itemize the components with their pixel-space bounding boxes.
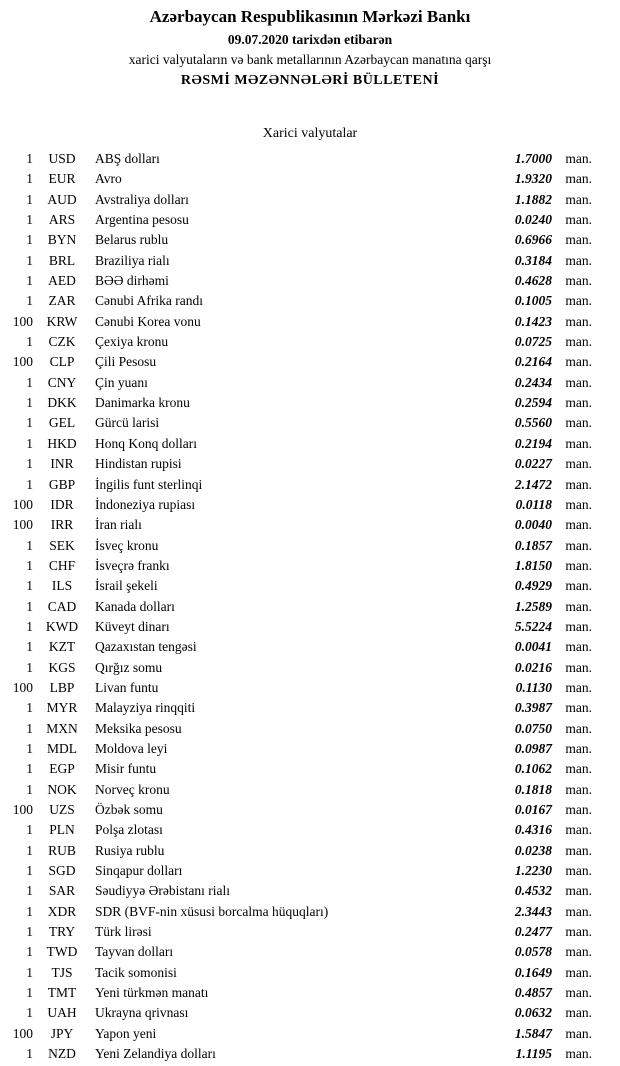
rate-name: Yeni türkmən manatı bbox=[95, 985, 209, 1001]
rate-unit: man. bbox=[565, 761, 592, 777]
rate-code: TWD bbox=[46, 944, 78, 960]
rate-qty: 1 bbox=[26, 395, 33, 411]
rate-qty: 1 bbox=[26, 435, 33, 451]
rate-unit: man. bbox=[565, 395, 592, 411]
rate-unit: man. bbox=[565, 273, 592, 289]
rate-code: EGP bbox=[49, 761, 75, 777]
rate-value: 0.4929 bbox=[514, 578, 552, 594]
rate-row bbox=[8, 782, 592, 802]
rate-value: 1.2589 bbox=[514, 598, 552, 614]
rate-unit: man. bbox=[565, 476, 592, 492]
rate-name: Özbək somu bbox=[95, 802, 163, 817]
rate-unit: man. bbox=[565, 842, 592, 858]
rate-qty: 1 bbox=[26, 252, 33, 268]
rate-qty: 100 bbox=[12, 517, 33, 533]
rate-name: Yeni Zelandiya dolları bbox=[95, 1046, 216, 1062]
rate-row bbox=[8, 883, 592, 903]
rate-name: Hindistan rupisi bbox=[95, 456, 182, 472]
rate-qty: 100 bbox=[12, 802, 33, 817]
rate-value: 1.5847 bbox=[514, 1025, 552, 1041]
rate-row bbox=[8, 761, 592, 781]
rate-row bbox=[8, 924, 592, 944]
rate-unit: man. bbox=[565, 435, 592, 451]
rate-value: 0.0216 bbox=[514, 659, 552, 675]
rate-name: Rusiya rublu bbox=[95, 842, 165, 858]
rate-value: 0.0227 bbox=[514, 456, 552, 472]
rate-unit: man. bbox=[565, 232, 592, 248]
rate-value: 0.0725 bbox=[514, 334, 552, 350]
rate-value: 0.4316 bbox=[514, 822, 552, 838]
bank-title: Azərbaycan Respublikasının Mərkəzi Bankı bbox=[149, 7, 471, 26]
rate-code: EUR bbox=[48, 171, 76, 187]
rate-code: KZT bbox=[48, 639, 76, 655]
rate-code: XDR bbox=[47, 903, 77, 919]
rate-row bbox=[8, 192, 592, 212]
rate-value: 0.0632 bbox=[514, 1005, 552, 1021]
rate-name: Braziliya rialı bbox=[95, 252, 170, 268]
rate-row bbox=[8, 660, 592, 680]
rate-qty: 1 bbox=[26, 537, 33, 553]
rate-unit: man. bbox=[565, 1046, 592, 1062]
rate-unit: man. bbox=[565, 720, 592, 736]
rate-row bbox=[8, 456, 592, 476]
rate-qty: 1 bbox=[26, 1005, 33, 1021]
rate-value: 0.2594 bbox=[514, 395, 552, 411]
rate-code: MXN bbox=[46, 720, 78, 736]
rate-name: Çin yuanı bbox=[95, 374, 148, 390]
rate-value: 5.5224 bbox=[514, 618, 552, 634]
rate-value: 0.0040 bbox=[514, 517, 552, 533]
rate-qty: 100 bbox=[12, 354, 33, 370]
rate-row bbox=[8, 1026, 592, 1046]
rate-row bbox=[8, 1046, 592, 1066]
rate-name: İran rialı bbox=[95, 517, 142, 533]
rate-name: İsveçrə frankı bbox=[95, 557, 170, 573]
rate-row bbox=[8, 538, 592, 558]
rate-name: Cənubi Afrika randı bbox=[95, 293, 203, 309]
rate-name: Avstraliya dolları bbox=[95, 191, 189, 207]
rate-unit: man. bbox=[565, 334, 592, 350]
rate-qty: 1 bbox=[26, 903, 33, 919]
rate-name: Argentina pesosu bbox=[95, 212, 189, 228]
rate-value: 0.1857 bbox=[514, 537, 552, 553]
rate-code: CHF bbox=[48, 557, 76, 573]
rate-value: 0.0987 bbox=[514, 740, 552, 756]
rate-unit: man. bbox=[565, 883, 592, 899]
rate-code: ZAR bbox=[48, 293, 76, 309]
rate-code: AUD bbox=[47, 191, 77, 207]
rate-value: 0.1130 bbox=[515, 679, 552, 695]
rate-row bbox=[8, 863, 592, 883]
rate-row bbox=[8, 619, 592, 639]
rate-row bbox=[8, 822, 592, 842]
rate-qty: 1 bbox=[26, 761, 33, 777]
rate-code: RUB bbox=[48, 842, 76, 858]
rate-row bbox=[8, 802, 592, 822]
rate-code: SGD bbox=[48, 863, 76, 879]
rate-name: Malayziya rinqqiti bbox=[95, 700, 196, 716]
rate-row bbox=[8, 944, 592, 964]
rate-unit: man. bbox=[565, 537, 592, 553]
bulletin-title: RƏSMİ MƏZƏNNƏLƏRİ BÜLLETENİ bbox=[180, 73, 440, 88]
rate-unit: man. bbox=[565, 212, 592, 228]
rate-unit: man. bbox=[565, 679, 592, 695]
rate-value: 0.2434 bbox=[514, 374, 552, 390]
rate-qty: 1 bbox=[26, 273, 33, 289]
rate-unit: man. bbox=[565, 1025, 592, 1041]
rate-value: 0.2194 bbox=[514, 435, 552, 451]
rate-row bbox=[8, 965, 592, 985]
rate-qty: 1 bbox=[26, 293, 33, 309]
rate-value: 0.1423 bbox=[514, 313, 552, 329]
rate-qty: 1 bbox=[26, 924, 33, 940]
rate-unit: man. bbox=[565, 639, 592, 655]
rate-unit: man. bbox=[565, 252, 592, 268]
rate-code: NOK bbox=[47, 781, 77, 797]
rate-value: 1.8150 bbox=[514, 557, 552, 573]
rate-code: JPY bbox=[50, 1025, 74, 1041]
rate-value: 2.1472 bbox=[514, 476, 552, 492]
rate-name: Moldova leyi bbox=[95, 740, 168, 756]
rate-qty: 1 bbox=[26, 700, 33, 716]
rate-code: ILS bbox=[51, 578, 73, 594]
rate-code: CZK bbox=[48, 334, 76, 350]
rate-value: 0.4857 bbox=[514, 985, 552, 1001]
rate-value: 1.2230 bbox=[514, 863, 552, 879]
rate-qty: 1 bbox=[26, 781, 33, 797]
rate-row bbox=[8, 232, 592, 252]
rate-value: 0.0750 bbox=[514, 720, 552, 736]
rate-row bbox=[8, 477, 592, 497]
rate-unit: man. bbox=[565, 618, 592, 634]
rate-row bbox=[8, 721, 592, 741]
rate-unit: man. bbox=[565, 659, 592, 675]
rate-code: BRL bbox=[48, 252, 76, 268]
rate-qty: 1 bbox=[26, 476, 33, 492]
rate-value: 1.7000 bbox=[514, 151, 552, 166]
rate-value: 0.4532 bbox=[514, 883, 552, 899]
rate-row bbox=[8, 354, 592, 374]
rate-name: Qırğız somu bbox=[95, 659, 163, 675]
rate-unit: man. bbox=[565, 415, 592, 431]
rate-unit: man. bbox=[565, 822, 592, 838]
rate-name: Küveyt dinarı bbox=[95, 618, 170, 634]
rate-name: Tacik somonisi bbox=[95, 964, 177, 980]
rate-row bbox=[8, 985, 592, 1005]
rate-qty: 1 bbox=[26, 842, 33, 858]
rate-row bbox=[8, 212, 592, 232]
rate-value: 0.0167 bbox=[514, 802, 552, 817]
rate-row bbox=[8, 578, 592, 598]
rate-value: 0.0240 bbox=[514, 212, 552, 228]
rate-row bbox=[8, 253, 592, 273]
rate-code: GEL bbox=[48, 415, 76, 431]
rate-row bbox=[8, 273, 592, 293]
rate-row bbox=[8, 1005, 592, 1025]
rate-value: 0.1649 bbox=[514, 964, 552, 980]
rate-code: MDL bbox=[47, 740, 77, 756]
rate-value: 0.6966 bbox=[514, 232, 552, 248]
rate-code: IDR bbox=[50, 496, 74, 512]
rate-value: 0.0118 bbox=[515, 496, 552, 512]
rate-name: Ukrayna qrivnası bbox=[95, 1005, 189, 1021]
rate-qty: 1 bbox=[26, 212, 33, 228]
rate-row bbox=[8, 415, 592, 435]
rate-qty: 1 bbox=[26, 415, 33, 431]
rate-code: KGS bbox=[48, 659, 76, 675]
rate-code: BYN bbox=[47, 232, 77, 248]
rate-name: SDR (BVF-nin xüsusi borcalma hüquqları) bbox=[95, 903, 329, 919]
rate-unit: man. bbox=[565, 964, 592, 980]
rate-qty: 100 bbox=[12, 1025, 33, 1041]
rates-table bbox=[0, 151, 620, 1066]
rate-row bbox=[8, 843, 592, 863]
rate-value: 0.4628 bbox=[514, 273, 552, 289]
rate-unit: man. bbox=[565, 781, 592, 797]
rate-qty: 1 bbox=[26, 456, 33, 472]
rate-name: Tayvan dolları bbox=[95, 944, 174, 960]
rate-code: IRR bbox=[50, 517, 74, 533]
rate-row bbox=[8, 171, 592, 191]
rate-qty: 1 bbox=[26, 557, 33, 573]
rate-row bbox=[8, 293, 592, 313]
rate-qty: 1 bbox=[26, 1046, 33, 1062]
rate-name: Sinqapur dolları bbox=[95, 863, 183, 879]
rate-row bbox=[8, 700, 592, 720]
rate-name: Səudiyyə Ərəbistanı rialı bbox=[95, 883, 230, 899]
rate-row bbox=[8, 639, 592, 659]
rate-code: HKD bbox=[47, 435, 77, 451]
rate-value: 0.1818 bbox=[514, 781, 552, 797]
rate-name: Honq Konq dolları bbox=[95, 435, 197, 451]
rate-unit: man. bbox=[565, 924, 592, 940]
rate-name: Meksika pesosu bbox=[95, 720, 182, 736]
rate-unit: man. bbox=[565, 1005, 592, 1021]
section-title-foreign-currencies: Xarici valyutalar bbox=[262, 126, 358, 141]
rate-value: 0.1062 bbox=[514, 761, 552, 777]
rate-name: Türk lirəsi bbox=[95, 924, 152, 940]
rate-code: LBP bbox=[49, 679, 75, 695]
rate-qty: 100 bbox=[12, 496, 33, 512]
rate-unit: man. bbox=[565, 557, 592, 573]
rate-name: Kanada dolları bbox=[95, 598, 175, 614]
rate-qty: 100 bbox=[12, 679, 33, 695]
rate-name: Qazaxıstan tengəsi bbox=[95, 639, 197, 655]
rate-code: UZS bbox=[49, 802, 75, 817]
rate-name: Gürcü larisi bbox=[95, 415, 160, 431]
rate-value: 0.0578 bbox=[514, 944, 552, 960]
effective-date-line: 09.07.2020 tarixdən etibarən bbox=[227, 32, 393, 47]
rate-row bbox=[8, 517, 592, 537]
rate-value: 0.3184 bbox=[514, 252, 552, 268]
rate-code: TMT bbox=[47, 985, 77, 1001]
rate-unit: man. bbox=[565, 944, 592, 960]
rate-name: Norveç kronu bbox=[95, 781, 170, 797]
rate-code: DKK bbox=[47, 395, 77, 411]
rate-qty: 1 bbox=[26, 944, 33, 960]
rate-name: İsveç kronu bbox=[95, 537, 159, 553]
rate-name: ABŞ dolları bbox=[95, 151, 160, 166]
rate-unit: man. bbox=[565, 456, 592, 472]
rate-code: SAR bbox=[48, 883, 76, 899]
rate-unit: man. bbox=[565, 578, 592, 594]
rate-value: 0.3987 bbox=[514, 700, 552, 716]
rate-code: KRW bbox=[46, 313, 78, 329]
rate-name: Belarus rublu bbox=[95, 232, 169, 248]
rate-name: Danimarka kronu bbox=[95, 395, 190, 411]
rate-value: 1.1195 bbox=[515, 1046, 552, 1062]
rate-code: UAH bbox=[47, 1005, 77, 1021]
rate-row bbox=[8, 680, 592, 700]
rate-name: Misir funtu bbox=[95, 761, 157, 777]
rate-unit: man. bbox=[565, 802, 592, 817]
rate-row bbox=[8, 334, 592, 354]
rate-unit: man. bbox=[565, 151, 592, 166]
rate-unit: man. bbox=[565, 191, 592, 207]
rate-qty: 1 bbox=[26, 191, 33, 207]
rate-qty: 1 bbox=[26, 883, 33, 899]
rate-qty: 100 bbox=[12, 313, 33, 329]
rate-name: İsrail şekeli bbox=[95, 578, 158, 594]
rate-qty: 1 bbox=[26, 740, 33, 756]
rate-row bbox=[8, 558, 592, 578]
rate-unit: man. bbox=[565, 903, 592, 919]
rate-unit: man. bbox=[565, 354, 592, 370]
rate-value: 1.9320 bbox=[514, 171, 552, 187]
rate-code: TJS bbox=[51, 964, 73, 980]
rate-qty: 1 bbox=[26, 659, 33, 675]
rate-qty: 1 bbox=[26, 151, 33, 166]
rate-unit: man. bbox=[565, 496, 592, 512]
rate-code: INR bbox=[50, 456, 74, 472]
rate-row bbox=[8, 375, 592, 395]
rate-row bbox=[8, 599, 592, 619]
rate-value: 2.3443 bbox=[514, 903, 552, 919]
rate-name: Avro bbox=[95, 171, 122, 187]
rate-code: MYR bbox=[46, 700, 78, 716]
rate-name: BƏƏ dirhəmi bbox=[95, 273, 169, 289]
rate-code: AED bbox=[48, 273, 76, 289]
rate-unit: man. bbox=[565, 863, 592, 879]
rate-code: KWD bbox=[45, 618, 79, 634]
rate-code: GBP bbox=[48, 476, 76, 492]
rate-qty: 1 bbox=[26, 598, 33, 614]
rate-qty: 1 bbox=[26, 618, 33, 634]
rate-unit: man. bbox=[565, 700, 592, 716]
rate-value: 0.1005 bbox=[514, 293, 552, 309]
rate-row bbox=[8, 314, 592, 334]
rate-name: Çili Pesosu bbox=[95, 354, 157, 370]
rate-qty: 1 bbox=[26, 822, 33, 838]
rate-name: Çexiya kronu bbox=[95, 334, 169, 350]
rate-name: Yapon yeni bbox=[95, 1025, 157, 1041]
rate-row bbox=[8, 497, 592, 517]
rate-unit: man. bbox=[565, 740, 592, 756]
rate-code: CLP bbox=[49, 354, 75, 370]
rate-name: Livan funtu bbox=[95, 679, 159, 695]
rate-name: Polşa zlotası bbox=[95, 822, 163, 838]
rate-qty: 1 bbox=[26, 171, 33, 187]
rate-code: CNY bbox=[47, 374, 77, 390]
rate-unit: man. bbox=[565, 171, 592, 187]
rate-code: SEK bbox=[49, 537, 75, 553]
rate-unit: man. bbox=[565, 598, 592, 614]
rate-qty: 1 bbox=[26, 964, 33, 980]
rate-unit: man. bbox=[565, 517, 592, 533]
rate-value: 0.2477 bbox=[514, 924, 552, 940]
rate-name: İngilis funt sterlinqi bbox=[95, 476, 203, 492]
rate-name: İndoneziya rupiası bbox=[95, 496, 196, 512]
rate-row bbox=[8, 151, 592, 171]
rate-unit: man. bbox=[565, 985, 592, 1001]
rate-code: TRY bbox=[48, 924, 76, 940]
rate-qty: 1 bbox=[26, 720, 33, 736]
rate-unit: man. bbox=[565, 293, 592, 309]
rate-code: CAD bbox=[47, 598, 77, 614]
rate-unit: man. bbox=[565, 374, 592, 390]
rate-value: 1.1882 bbox=[514, 191, 552, 207]
rate-qty: 1 bbox=[26, 232, 33, 248]
rate-qty: 1 bbox=[26, 639, 33, 655]
rate-qty: 1 bbox=[26, 578, 33, 594]
rate-qty: 1 bbox=[26, 334, 33, 350]
rate-code: PLN bbox=[49, 822, 75, 838]
rate-qty: 1 bbox=[26, 863, 33, 879]
rate-unit: man. bbox=[565, 313, 592, 329]
rate-code: NZD bbox=[48, 1046, 76, 1062]
rate-name: Cənubi Korea vonu bbox=[95, 313, 201, 329]
rate-value: 0.0238 bbox=[514, 842, 552, 858]
rate-value: 0.5560 bbox=[514, 415, 552, 431]
subject-line: xarici valyutaların və bank metallarının Azərbaycan manatına qarşı bbox=[128, 52, 492, 67]
rate-code: USD bbox=[48, 151, 76, 166]
rate-row bbox=[8, 741, 592, 761]
rate-qty: 1 bbox=[26, 374, 33, 390]
rate-qty: 1 bbox=[26, 985, 33, 1001]
rate-value: 0.2164 bbox=[514, 354, 552, 370]
rate-code: ARS bbox=[48, 212, 76, 228]
rate-value: 0.0041 bbox=[514, 639, 552, 655]
rate-row bbox=[8, 436, 592, 456]
rate-row bbox=[8, 395, 592, 415]
rate-row bbox=[8, 904, 592, 924]
